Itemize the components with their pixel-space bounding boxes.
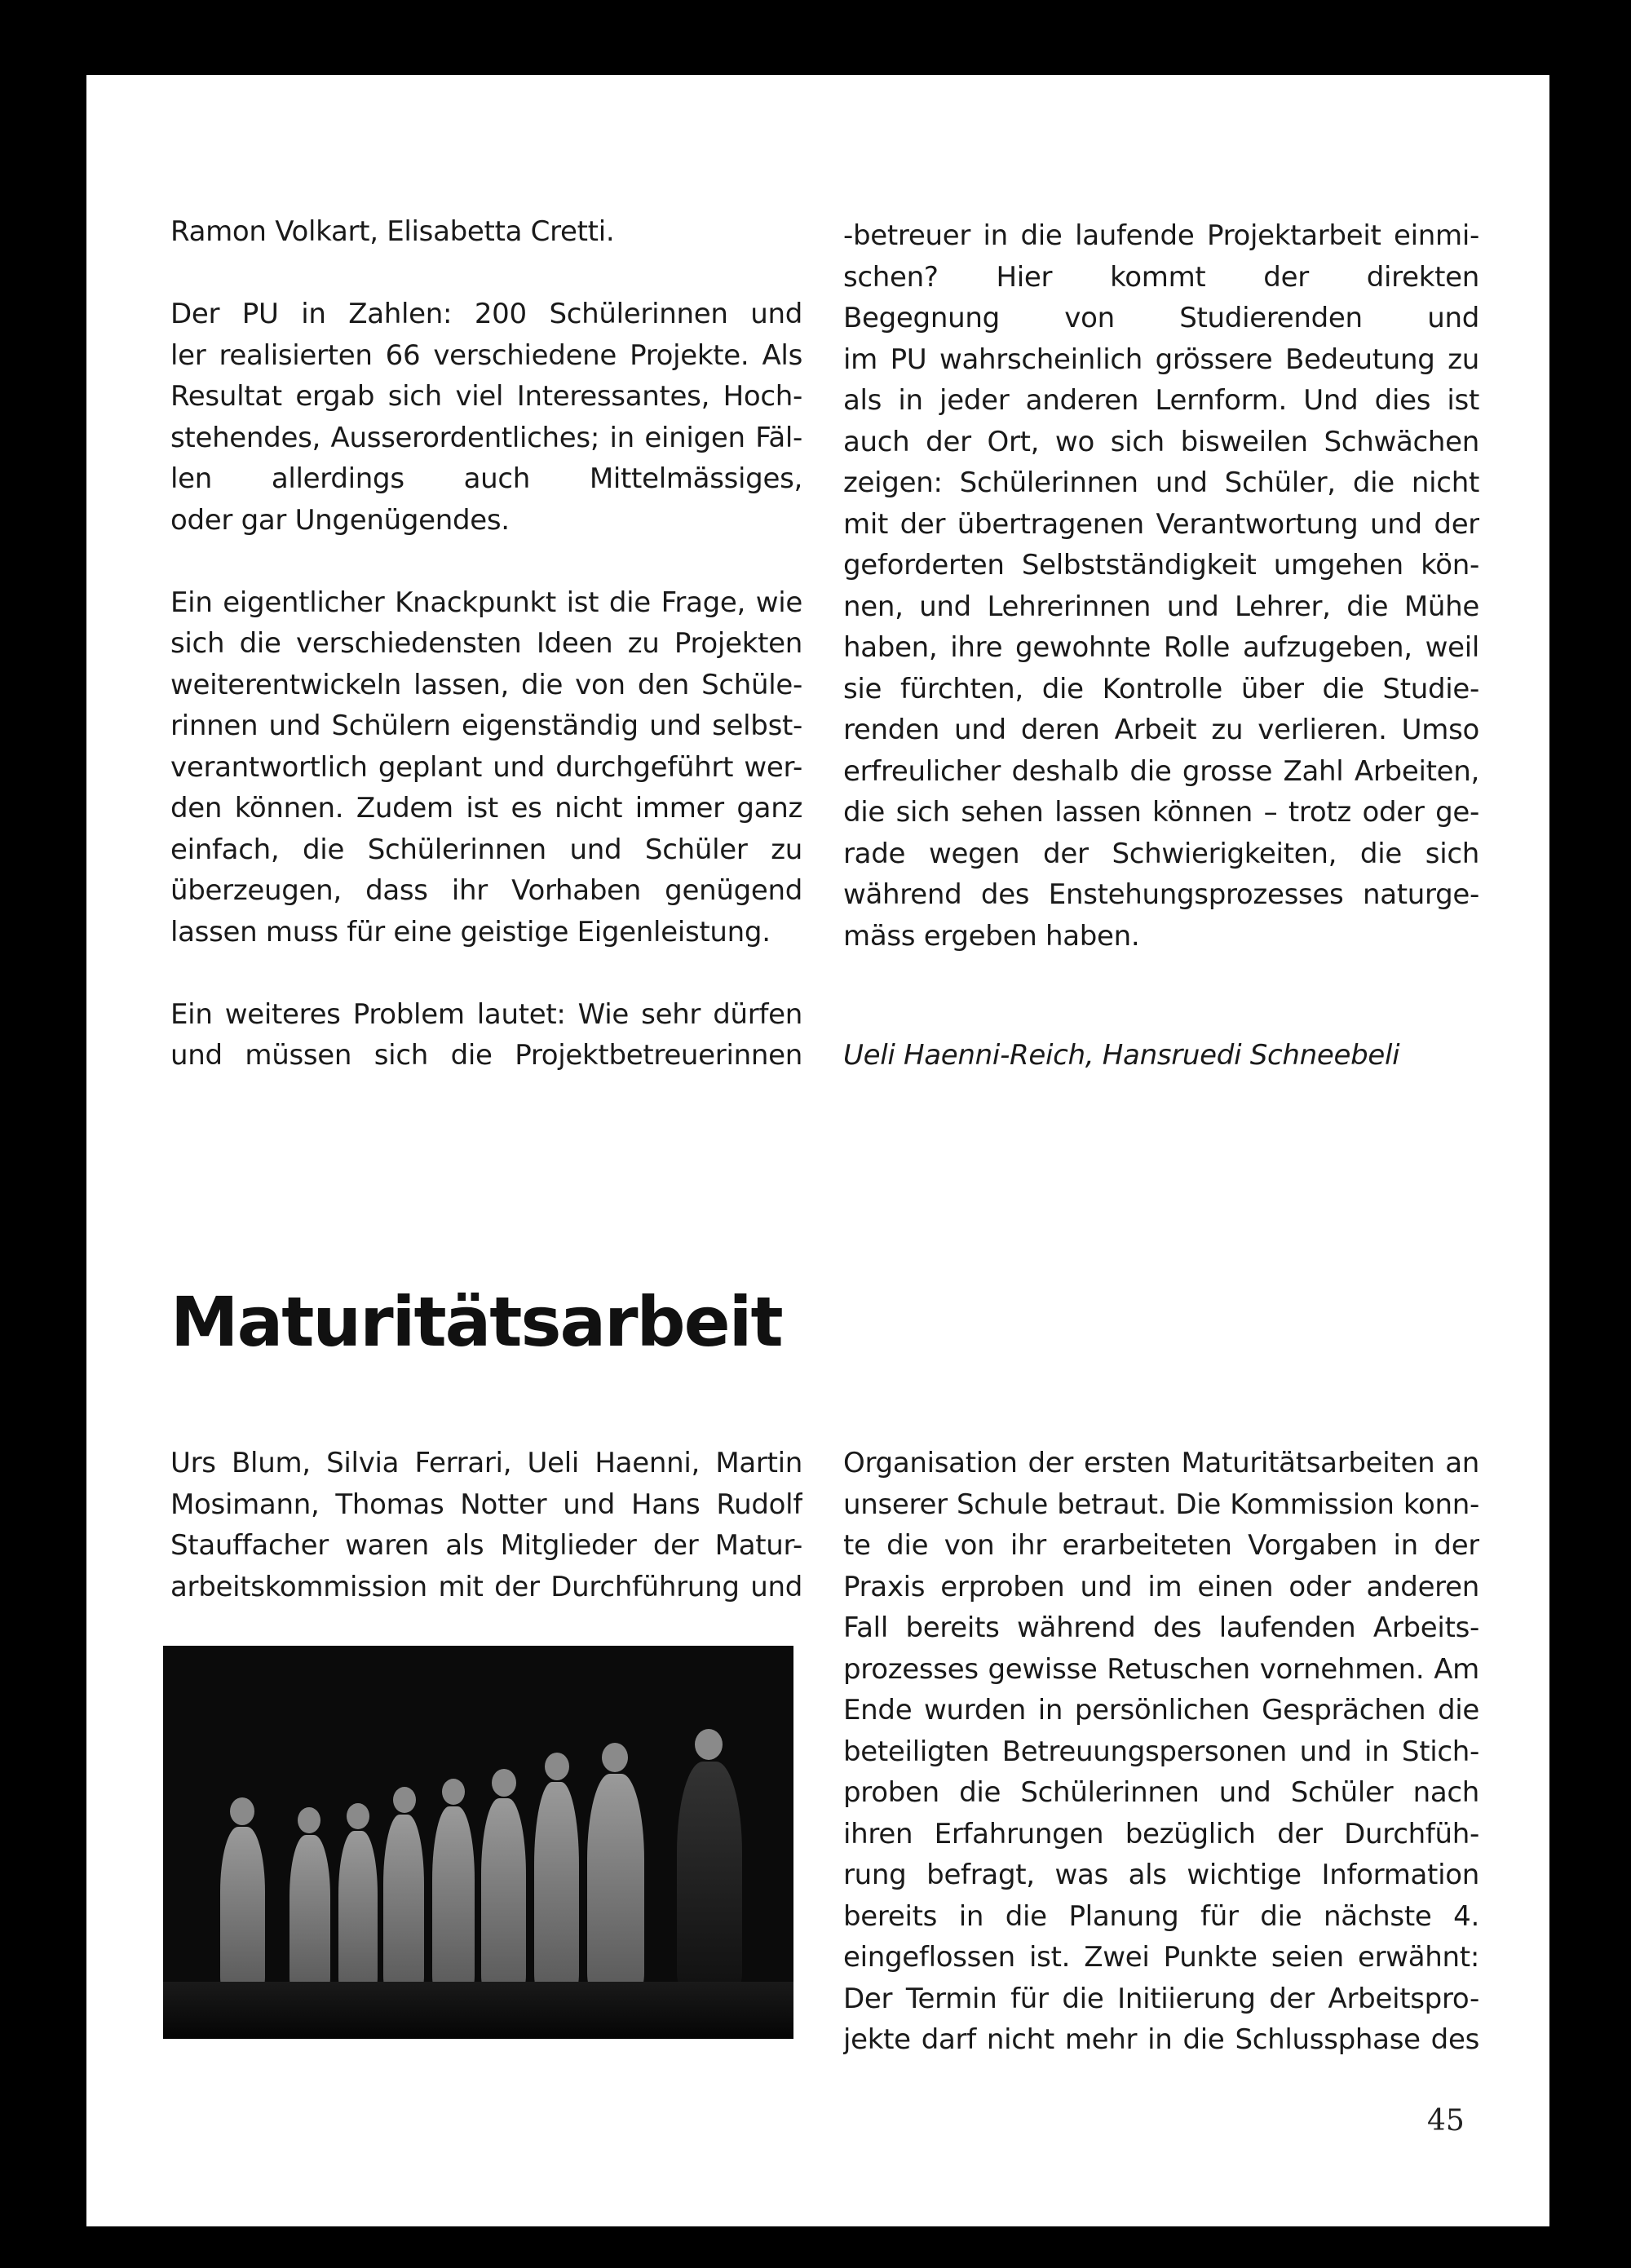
text-line: jekte darf nicht mehr in die Schlussphase des [843, 2023, 1479, 2056]
text-line: rade wegen der Schwierigkeiten, die sich [843, 837, 1479, 870]
text-line: zeigen: Schülerinnen und Schüler, die nicht [843, 466, 1479, 499]
text-line: rung befragt, was als wichtige Information [843, 1859, 1479, 1891]
page-number: 45 [1427, 2104, 1465, 2138]
text-line: stehendes, Ausserordentliches; in einigen Fäl- [170, 421, 802, 454]
text-line: ler realisierten 66 verschiedene Projekte. Als [170, 338, 802, 372]
text-line: Begegnung von Studierenden und [843, 302, 1479, 334]
text-line: Mosimann, Thomas Notter und Hans Rudolf [170, 1488, 802, 1521]
text-line: haben, ihre gewohnte Rolle aufzugeben, weil [843, 631, 1479, 664]
text-line: erfreulicher deshalb die grosse Zahl Arbeiten, [843, 754, 1479, 788]
text-line: verantwortlich geplant und durchgeführt wer- [170, 750, 802, 784]
text-line: nen, und Lehrerinnen und Lehrer, die Mühe [843, 590, 1479, 623]
text-line: Ein weiteres Problem lautet: Wie sehr dürfen [170, 997, 802, 1031]
text-line: Ein eigentlicher Knackpunkt ist die Frage, wie [170, 586, 802, 619]
text-line: Stauffacher waren als Mitglieder der Matur- [170, 1529, 802, 1562]
text-line: sie fürchten, die Kontrolle über die Studie- [843, 672, 1479, 705]
text-line: ihren Erfahrungen bezüglich der Durchfüh- [843, 1817, 1479, 1850]
text-line: rinnen und Schülern eigenständig und selbst- [170, 710, 802, 742]
text-line: lassen muss für eine geistige Eigenleistung. [170, 915, 771, 948]
text-line: -betreuer in die laufende Projektarbeit einmi- [843, 219, 1479, 252]
text-line: überzeugen, dass ihr Vorhaben genügend [170, 874, 802, 907]
text-line: Fall bereits während des laufenden Arbeits- [843, 1611, 1479, 1644]
text-line: oder gar Ungenügendes. [170, 503, 510, 537]
text-line: den können. Zudem ist es nicht immer ganz [170, 792, 802, 825]
text-line: Praxis erproben und im einen oder anderen [843, 1570, 1479, 1603]
text-line: auch der Ort, wo sich bisweilen Schwächen [843, 425, 1479, 458]
text-line: Organisation der ersten Maturitätsarbeiten an [843, 1447, 1479, 1479]
text-line: Der PU in Zahlen: 200 Schülerinnen und [170, 298, 802, 330]
text-line: und müssen sich die Projektbetreuerinnen [170, 1039, 802, 1072]
text-line: bereits in die Planung für die nächste 4. [843, 1899, 1479, 1933]
text-line: schen? Hier kommt der direkten [843, 260, 1479, 294]
text-line: sich die verschiedensten Ideen zu Projekten [170, 627, 802, 660]
text-line: renden und deren Arbeit zu verlieren. Umso [843, 714, 1479, 746]
document-page [86, 75, 1549, 2226]
text-line: arbeitskommission mit der Durchführung und [170, 1570, 802, 1603]
text-line: Urs Blum, Silvia Ferrari, Ueli Haenni, Martin [170, 1447, 802, 1479]
text-line: geforderten Selbstständigkeit umgehen kön- [843, 549, 1479, 581]
text-line: im PU wahrscheinlich grössere Bedeutung zu [843, 343, 1479, 376]
text-line: einfach, die Schülerinnen und Schüler zu [170, 833, 802, 866]
text-line: eingeflossen ist. Zwei Punkte seien erwähnt: [843, 1941, 1479, 1974]
author-signature: Ueli Haenni-Reich, Hansruedi Schneebeli [843, 1039, 1400, 1072]
text-line: beteiligten Betreuungspersonen und in Stich- [843, 1735, 1479, 1768]
text-line: proben die Schülerinnen und Schüler nach [843, 1776, 1479, 1809]
text-line: die sich sehen lassen können – trotz oder ge- [843, 796, 1479, 829]
text-line: Ende wurden in persönlichen Gesprächen die [843, 1694, 1479, 1726]
ceremony-photo [163, 1646, 793, 2039]
text-line: unserer Schule betraut. Die Kommission konn- [843, 1488, 1479, 1521]
text-line: als in jeder anderen Lernform. Und dies ist [843, 384, 1479, 417]
text-line: Ramon Volkart, Elisabetta Cretti. [170, 215, 615, 248]
text-line: len allerdings auch Mittelmässiges, [170, 462, 802, 495]
text-line: Der Termin für die Initiierung der Arbeitspro- [843, 1982, 1479, 2015]
text-line: te die von ihr erarbeiteten Vorgaben in der [843, 1529, 1479, 1562]
text-line: mäss ergeben haben. [843, 919, 1140, 953]
text-line: mit der übertragenen Verantwortung und der [843, 507, 1479, 541]
section-heading: Maturitätsarbeit [170, 1282, 782, 1362]
text-line: weiterentwickeln lassen, die von den Schüle- [170, 668, 802, 701]
text-line: während des Enstehungsprozesses naturge- [843, 878, 1479, 911]
text-line: prozesses gewisse Retuschen vornehmen. Am [843, 1652, 1479, 1686]
text-line: Resultat ergab sich viel Interessantes, Hoch- [170, 380, 802, 413]
